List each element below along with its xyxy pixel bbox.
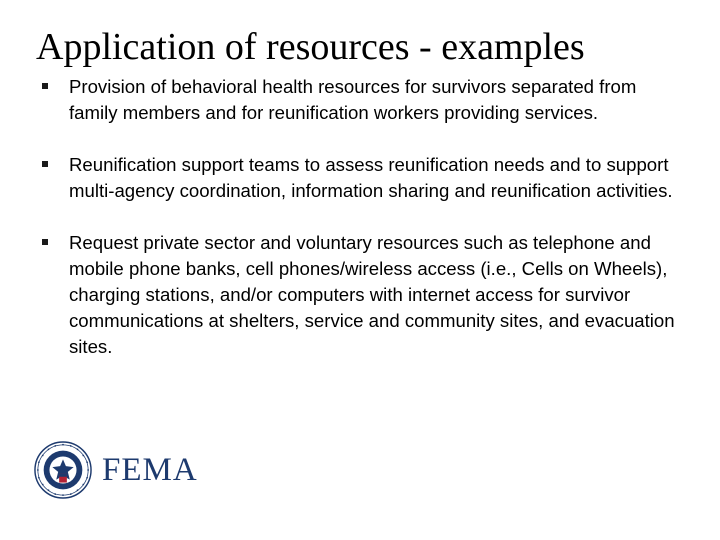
bullet-text: Reunification support teams to assess reunification needs and to support multi-agency coordination, information sharing and reunification activities.	[69, 154, 673, 201]
bullet-item	[42, 152, 682, 204]
bullet-item	[42, 74, 682, 126]
bullet-text: Request private sector and voluntary resources such as telephone and mobile phone banks, cell phones/wireless access (i.e., Cells on Wheels), charging stations, and/or computers with internet access for survivor communications at shelters, service and community sites, and evacuation sites.	[69, 232, 675, 357]
square-bullet-icon	[42, 83, 48, 89]
square-bullet-icon	[42, 239, 48, 245]
dhs-seal-icon	[34, 441, 92, 499]
bullet-item	[42, 230, 682, 360]
slide-title: Application of resources - examples	[36, 26, 585, 68]
bullet-list	[42, 74, 682, 386]
agency-name: FEMA	[102, 452, 198, 488]
bullet-text: Provision of behavioral health resources for survivors separated from family members and for reunification workers providing services.	[69, 76, 637, 123]
square-bullet-icon	[42, 161, 48, 167]
fema-logo	[34, 441, 198, 499]
